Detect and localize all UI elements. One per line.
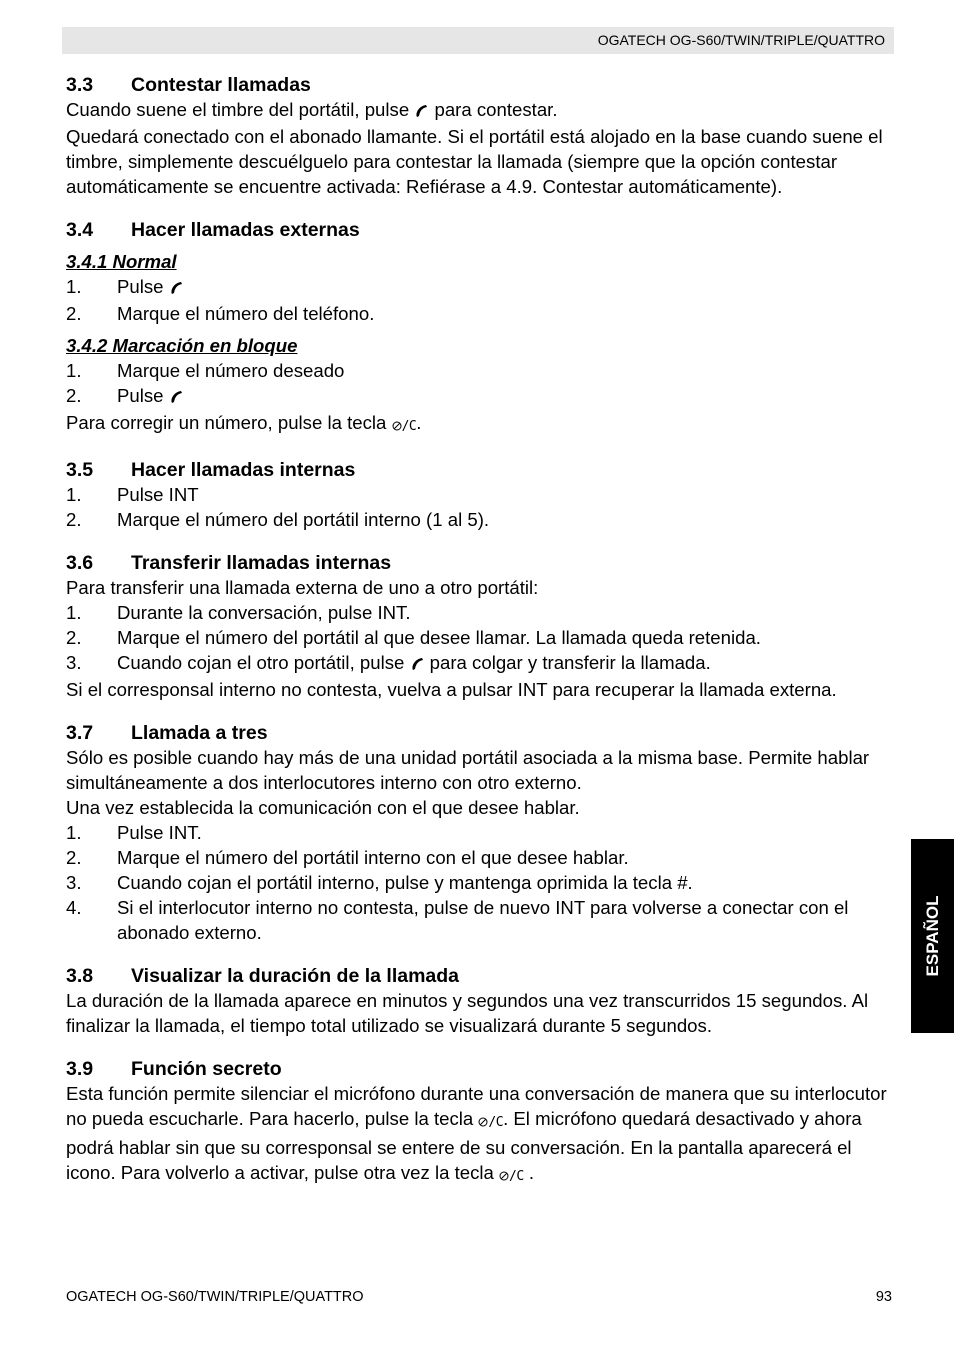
mute-clear-key-icon: /C [478, 1110, 503, 1135]
section-heading-3-9: 3.9 Función secreto [66, 1058, 282, 1080]
paragraph: Si el corresponsal interno no contesta, vuelva a pulsar INT para recuperar la llamada externa. [66, 679, 837, 700]
phone-handset-icon [414, 99, 429, 124]
list-item: 2. Marque el número del portátil interno (1 al 5). [66, 509, 490, 530]
paragraph: Para corregir un número, pulse la tecla /C. [66, 410, 896, 439]
language-label: ESPAÑOL [922, 895, 942, 977]
phone-handset-icon [410, 652, 425, 677]
paragraph: Quedará conectado con el abonado llamante. Si el portátil está alojado en la base cuando suene el timbre, simplemente descuélguelo para contestar la llamada (siempre que la opción contestar automáticamente se encuentre activada: Refiérase a 4.9. Contestar automáticamente). [66, 126, 883, 197]
list-item: 1. Pulse [66, 274, 896, 301]
paragraph: Para transferir una llamada externa de uno a otro portátil: [66, 577, 539, 598]
phone-handset-icon [169, 385, 184, 410]
paragraph: Cuando suene el timbre del portátil, pulse para contestar. [66, 97, 896, 124]
footer-title: OGATECH OG-S60/TWIN/TRIPLE/QUATTRO [66, 1289, 364, 1305]
list-item: 2. Pulse [66, 383, 896, 410]
mute-clear-key-icon: /C [499, 1164, 524, 1189]
list-item: 2. Marque el número del portátil al que desee llamar. La llamada queda retenida. [66, 627, 761, 648]
list-item: 2. Marque el número del portátil interno con el que desee hablar. [66, 847, 629, 868]
list-item: 4. Si el interlocutor interno no contesta, pulse de nuevo INT para volverse a conectar con el abonado externo. [66, 897, 849, 943]
list-item: 1. Marque el número deseado [66, 360, 345, 381]
section-heading-3-4: 3.4 Hacer llamadas externas [66, 219, 360, 241]
list-item: 1. Pulse INT [66, 484, 199, 505]
section-heading-3-7: 3.7 Llamada a tres [66, 722, 268, 744]
section-heading-3-3: 3.3 Contestar llamadas [66, 74, 311, 96]
paragraph: Esta función permite silenciar el micrófono durante una conversación de manera que su interlocutor no pueda escucharle. Para hacerlo, pulse la tecla /C. El micrófono quedará desactivado y ahora podrá hablar sin que su corresponsal se entere de su conversación. En la pantalla aparecerá el icono. Para volverlo a activar, pulse otra vez la tecla /C . [66, 1081, 896, 1189]
list-item: 1. Pulse INT. [66, 822, 202, 843]
list-item: 3. Cuando cojan el portátil interno, pulse y mantenga oprimida la tecla #. [66, 872, 693, 893]
header-bar [62, 27, 894, 54]
language-side-tab [911, 839, 954, 1033]
section-heading-3-5: 3.5 Hacer llamadas internas [66, 459, 356, 481]
list-item: 1. Durante la conversación, pulse INT. [66, 602, 411, 623]
subsection-heading: 3.4.2 Marcación en bloque [66, 335, 298, 356]
mute-clear-key-icon: /C [392, 414, 417, 439]
subsection-heading: 3.4.1 Normal [66, 251, 177, 272]
section-heading-3-8: 3.8 Visualizar la duración de la llamada [66, 965, 460, 987]
list-item: 2. Marque el número del teléfono. [66, 303, 375, 324]
list-item: 3. Cuando cojan el otro portátil, pulse para colgar y transferir la llamada. [66, 650, 896, 677]
paragraph: Sólo es posible cuando hay más de una unidad portátil asociada a la misma base. Permite hablar simultáneamente a dos interlocutores interno con otro externo. [66, 747, 870, 793]
section-heading-3-6: 3.6 Transferir llamadas internas [66, 552, 392, 574]
paragraph: Una vez establecida la comunicación con el que desee hablar. [66, 797, 580, 818]
phone-handset-icon [169, 276, 184, 301]
paragraph: La duración de la llamada aparece en minutos y segundos una vez transcurridos 15 segundos. Al finalizar la llamada, el tiempo total utilizado se visualizará durante 5 segundos. [66, 990, 869, 1036]
page-content [66, 73, 896, 1189]
page-number: 93 [875, 1289, 892, 1305]
header-title: OGATECH OG-S60/TWIN/TRIPLE/QUATTRO [597, 32, 885, 48]
